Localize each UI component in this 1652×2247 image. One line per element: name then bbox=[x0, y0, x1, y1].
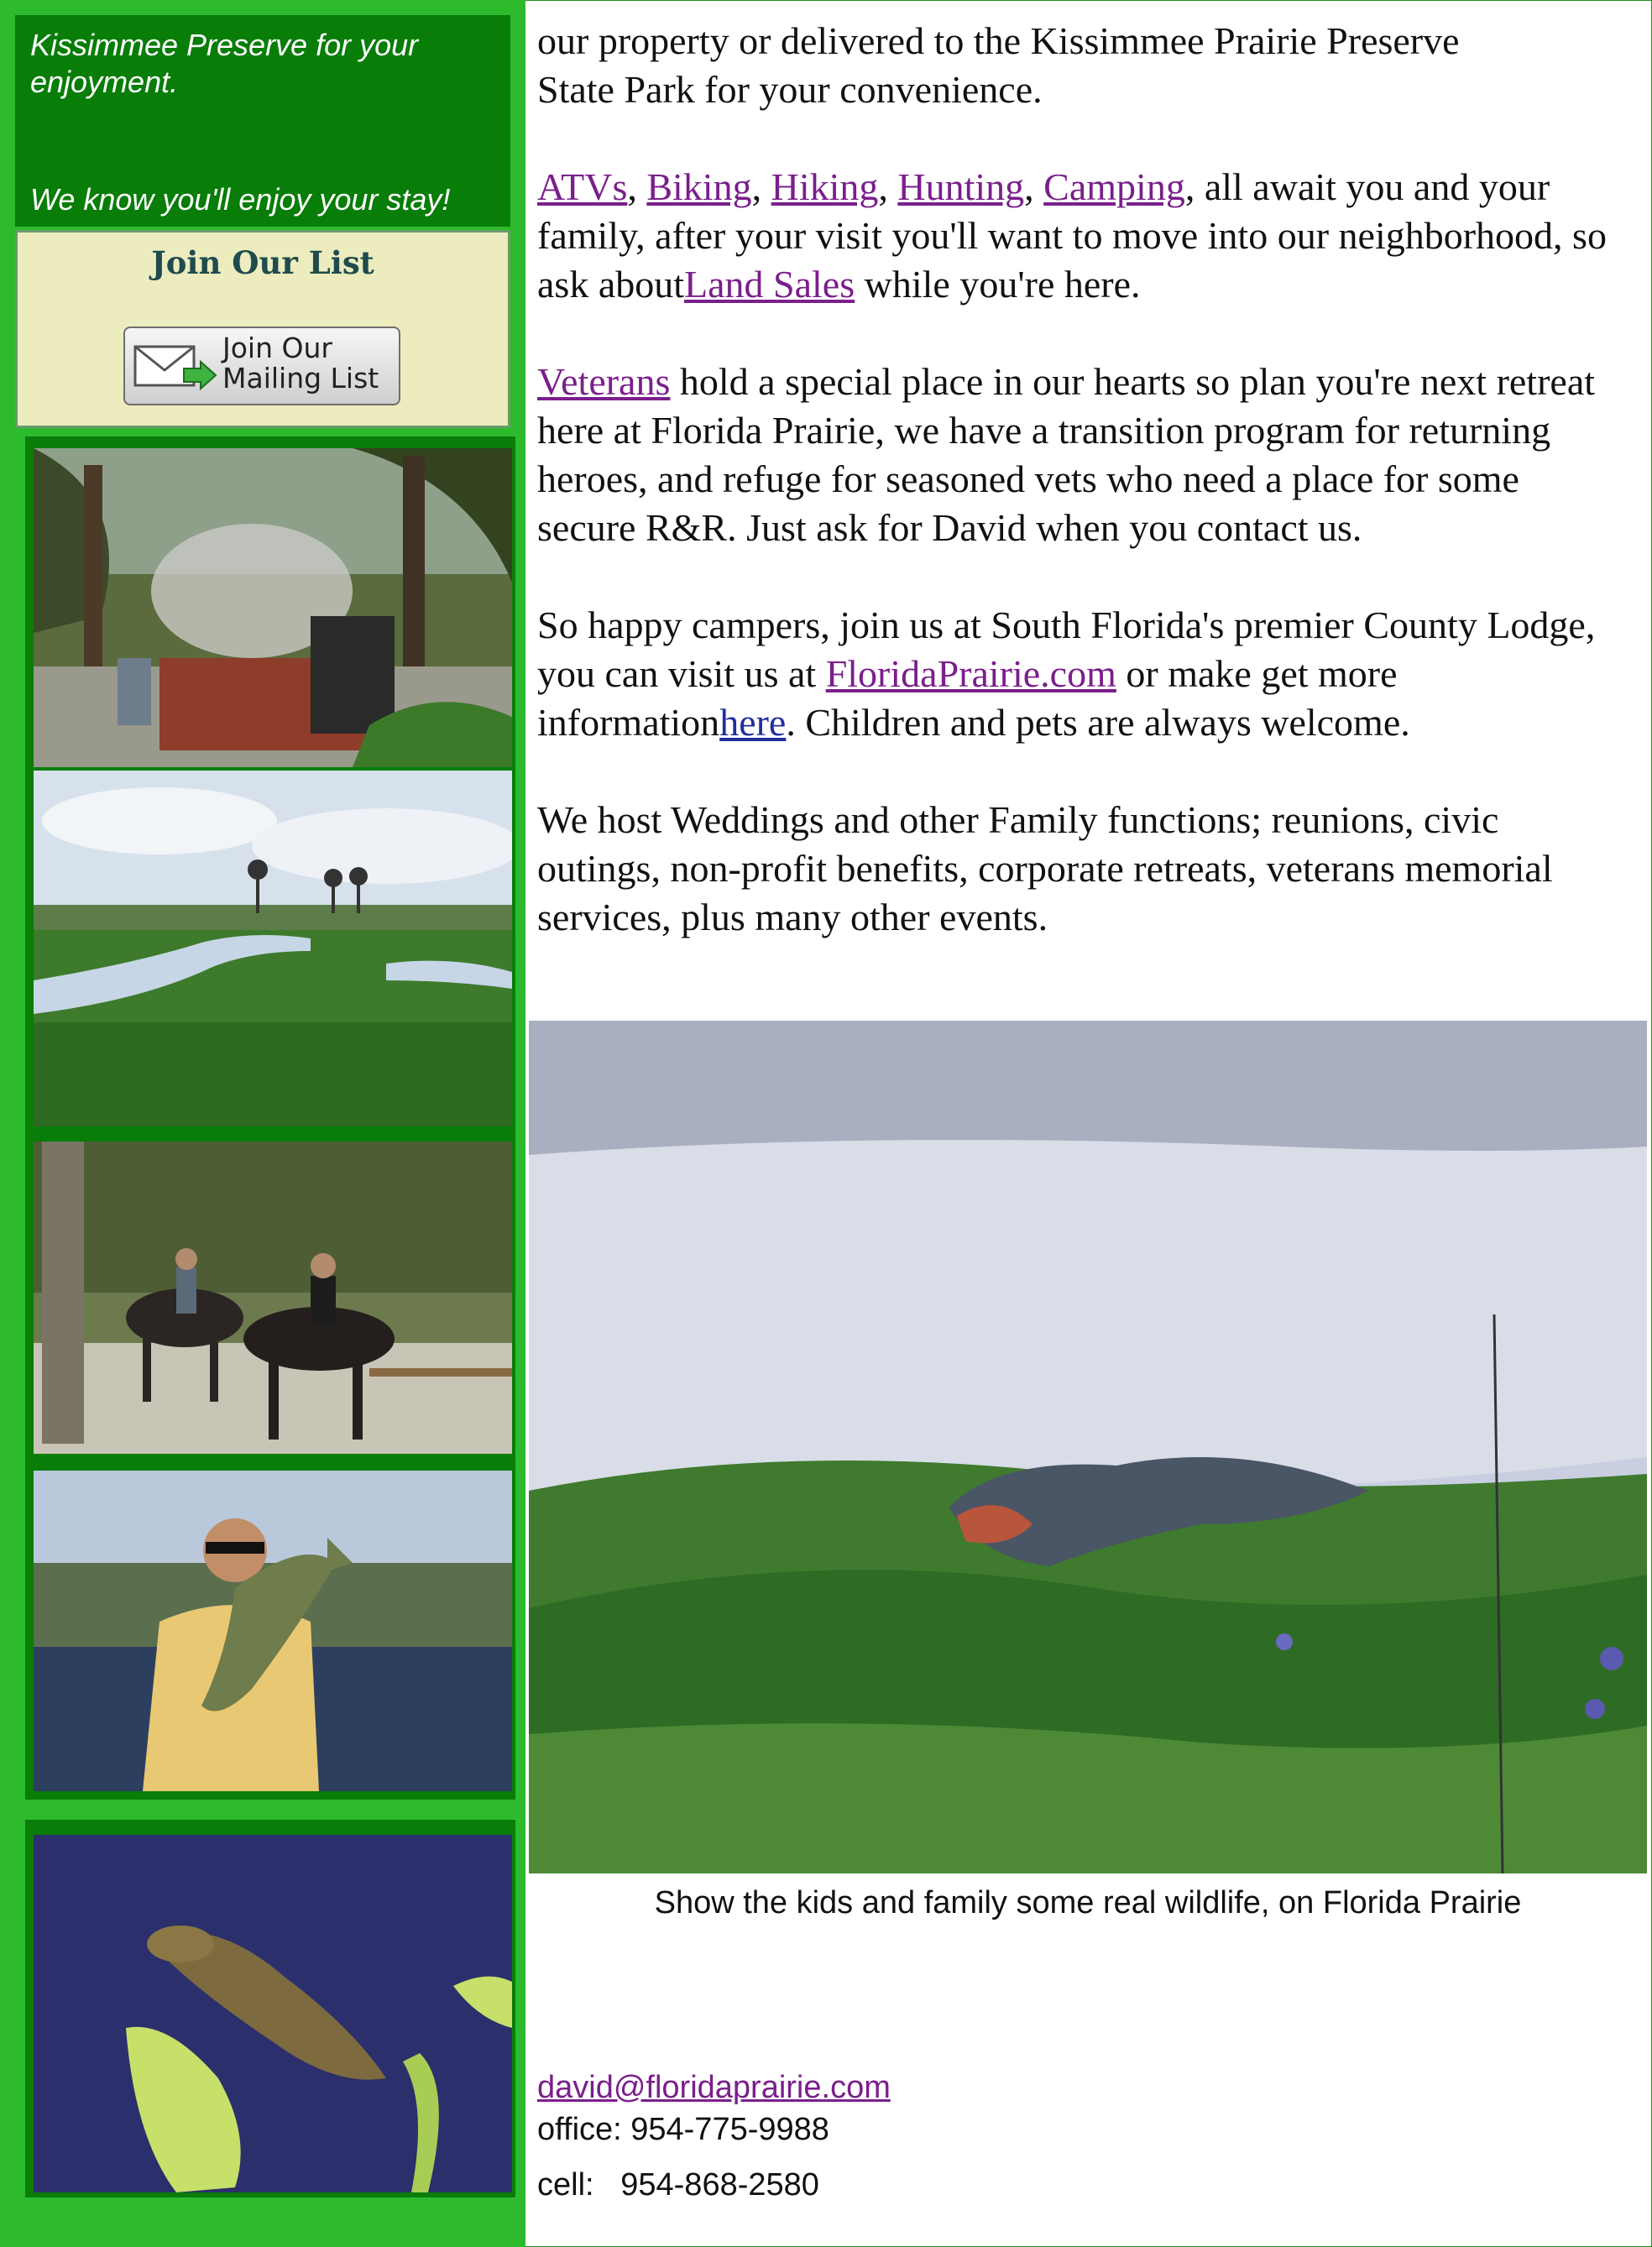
veterans-paragraph bbox=[537, 358, 1620, 552]
photo-bass-fishing bbox=[34, 1471, 512, 1791]
campers-tail: . Children and pets are always welcome. bbox=[786, 701, 1410, 744]
office-phone: office: 954-775-9988 bbox=[537, 2112, 829, 2147]
here-link[interactable]: here bbox=[719, 701, 787, 744]
cell-phone: cell: 954-868-2580 bbox=[537, 2167, 819, 2203]
photo-horseback-riding bbox=[34, 1142, 512, 1454]
envelope-icon bbox=[133, 343, 217, 390]
atvs-link[interactable]: ATVs bbox=[537, 165, 628, 208]
activities-text: , all await you and your family, after your visit you'll want to move into our neighborhood, so ask about bbox=[537, 165, 1607, 306]
floridaprairie-link[interactable]: FloridaPrairie.com bbox=[825, 652, 1116, 695]
join-list-title: Join Our List bbox=[151, 244, 374, 281]
photo-bbq-grill bbox=[34, 448, 512, 767]
join-mailing-list-button[interactable] bbox=[123, 327, 400, 405]
photo-alligator-shore bbox=[529, 1021, 1647, 1873]
camping-link[interactable]: Camping bbox=[1043, 165, 1185, 208]
biking-link[interactable]: Biking bbox=[646, 165, 752, 208]
intro-paragraph: our property or delivered to the Kissimmee Prairie Preserve State Park for your convenience. bbox=[537, 19, 1460, 111]
activities-tail: while you're here. bbox=[855, 263, 1141, 306]
join-button-label bbox=[222, 333, 379, 394]
photo-frame-fishing bbox=[25, 1461, 515, 1800]
join-list-box bbox=[15, 230, 510, 428]
contact-email-row bbox=[537, 2070, 891, 2106]
campers-mid: or make get more information bbox=[537, 652, 1398, 744]
photo-frame-bbq bbox=[25, 436, 515, 771]
wildlife-caption: Show the kids and family some real wildlife, on Florida Prairie bbox=[654, 1885, 1522, 1920]
sidebar-intro-panel bbox=[15, 15, 510, 227]
photo-alligator-swimming bbox=[34, 1835, 512, 2192]
campers-paragraph bbox=[537, 601, 1620, 747]
campers-text: So happy campers, join us at South Florida's premier County Lodge, you can visit us at bbox=[537, 604, 1596, 695]
intro-text: Kissimmee Preserve for your enjoyment. bbox=[30, 28, 419, 99]
sidebar bbox=[0, 0, 525, 2247]
photo-frame-horses bbox=[25, 1131, 515, 1461]
land-sales-link[interactable]: Land Sales bbox=[684, 263, 855, 306]
events-paragraph: We host Weddings and other Family functions; reunions, civic outings, non-profit benefits, corporate retreats, veterans memorial services, plus many other events. bbox=[537, 798, 1553, 938]
veterans-link[interactable]: Veterans bbox=[537, 360, 671, 403]
hiking-link[interactable]: Hiking bbox=[771, 165, 879, 208]
photo-frame-prairie bbox=[25, 771, 515, 1131]
join-button-line1: Join Our bbox=[222, 332, 332, 364]
veterans-text: hold a special place in our hearts so plan you're next retreat here at Florida Prairie, we have a transition program for returning heroes, and refuge for seasoned vets who need a place for some secure R&R. Just ask for David when you contact us. bbox=[537, 360, 1596, 549]
welcome-text: We know you'll enjoy your stay! bbox=[30, 182, 451, 217]
join-button-line2: Mailing List bbox=[222, 362, 379, 395]
activities-paragraph: ATVs, Biking, Hiking, Hunting, Camping, all await you and your family, after your visit you'll want to move into our neighborhood, so ask aboutLand Sales while you're here. bbox=[537, 165, 1607, 306]
photo-prairie-wetland bbox=[34, 771, 512, 1126]
hunting-link[interactable]: Hunting bbox=[897, 165, 1025, 208]
email-link[interactable]: david@floridaprairie.com bbox=[537, 2070, 891, 2105]
photo-frame-alligator bbox=[25, 1820, 515, 2197]
